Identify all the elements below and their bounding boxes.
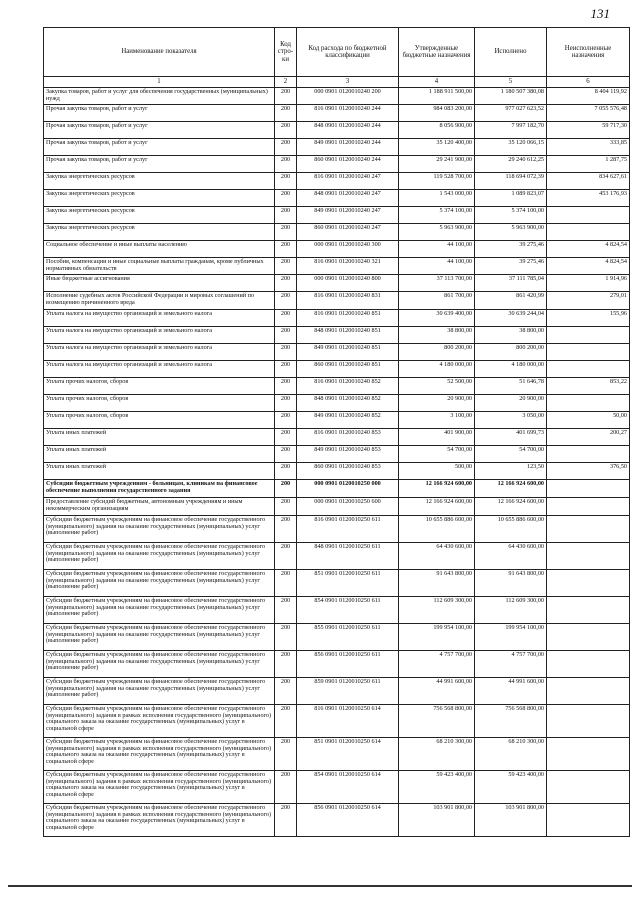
cell-code: 200: [275, 105, 297, 122]
cell-code: 200: [275, 207, 297, 224]
cell-executed: 91 643 800,00: [475, 570, 547, 597]
cell-name: Субсидии бюджетным учреждениям на финансовое обеспечение государственного (муниципального) задания в рамках исполнения государственного (муниципального) социального заказа на оказание государственных (муниципальных) услуг в социальной сфере: [44, 804, 275, 837]
cell-kbk: 860 0901 0120010240 851: [297, 361, 399, 378]
cell-code: 200: [275, 361, 297, 378]
cell-unexecuted: 4 824,54: [547, 258, 630, 275]
cell-name: Уплата прочих налогов, сборов: [44, 378, 275, 395]
cell-kbk: 816 0901 0120010240 852: [297, 378, 399, 395]
cell-executed: 38 800,00: [475, 327, 547, 344]
cell-code: 200: [275, 498, 297, 516]
cell-unexecuted: 1 914,96: [547, 275, 630, 292]
cell-name: Уплата налога на имущество организаций и земельного налога: [44, 327, 275, 344]
cell-kbk: 000 0901 0120010250 000: [297, 480, 399, 498]
cell-name: Субсидии бюджетным учреждениям на финансовое обеспечение государственного (муниципального) задания в рамках исполнения государственного (муниципального) социального заказа на оказание государственных (муниципальных) услуг в социальной сфере: [44, 738, 275, 771]
cell-approved: 112 609 300,00: [399, 597, 475, 624]
cell-kbk: 860 0901 0120010240 247: [297, 224, 399, 241]
table-row: [44, 361, 630, 378]
cell-kbk: 816 0901 0120010240 247: [297, 173, 399, 190]
cell-name: Субсидии бюджетным учреждениям на финансовое обеспечение государственного (муниципального) задания в рамках исполнения государственного (муниципального) социального заказа на оказание государственных (муниципальных) услуг в социальной сфере: [44, 771, 275, 804]
cell-kbk: 855 0901 0120010250 611: [297, 624, 399, 651]
cell-kbk: 860 0901 0120010240 244: [297, 156, 399, 173]
cell-code: 200: [275, 139, 297, 156]
cell-name: Субсидии бюджетным учреждениям на финансовое обеспечение государственного (муниципального) задания в рамках исполнения государственного (муниципального) социального заказа на оказание государственных (муниципальных) услуг в социальной сфере: [44, 705, 275, 738]
cell-unexecuted: [547, 804, 630, 837]
cell-kbk: 860 0901 0120010240 853: [297, 463, 399, 480]
cell-code: 200: [275, 771, 297, 804]
cell-executed: 68 210 300,00: [475, 738, 547, 771]
table-row: [44, 292, 630, 310]
cell-executed: 64 430 600,00: [475, 543, 547, 570]
table-row: [44, 463, 630, 480]
cell-executed: 39 275,46: [475, 258, 547, 275]
cell-code: 200: [275, 344, 297, 361]
column-number-row: [44, 77, 630, 88]
cell-approved: 4 180 000,00: [399, 361, 475, 378]
cell-unexecuted: 1 287,75: [547, 156, 630, 173]
cell-executed: 4 180 000,00: [475, 361, 547, 378]
cell-unexecuted: 200,27: [547, 429, 630, 446]
cell-approved: 35 120 400,00: [399, 139, 475, 156]
cell-kbk: 848 0901 0120010240 247: [297, 190, 399, 207]
table-row: [44, 705, 630, 738]
table-row: [44, 310, 630, 327]
cell-unexecuted: 453 176,93: [547, 190, 630, 207]
column-number: 3: [297, 77, 399, 88]
table-row: [44, 480, 630, 498]
cell-executed: 54 700,00: [475, 446, 547, 463]
cell-unexecuted: [547, 651, 630, 678]
column-number: 4: [399, 77, 475, 88]
column-number: 1: [44, 77, 275, 88]
cell-kbk: 856 0901 0120010250 611: [297, 651, 399, 678]
cell-code: 200: [275, 190, 297, 207]
table-row: [44, 597, 630, 624]
table-row: [44, 543, 630, 570]
cell-approved: 12 166 924 600,00: [399, 498, 475, 516]
cell-executed: 800 200,00: [475, 344, 547, 361]
cell-approved: 1 188 911 500,00: [399, 88, 475, 105]
cell-kbk: 816 0901 0120010250 611: [297, 516, 399, 543]
cell-name: Уплата иных платежей: [44, 463, 275, 480]
cell-unexecuted: [547, 543, 630, 570]
header-name: Наименование показателя: [44, 28, 275, 77]
cell-approved: 64 430 600,00: [399, 543, 475, 570]
cell-kbk: 851 0901 0120010250 611: [297, 570, 399, 597]
cell-name: Уплата прочих налогов, сборов: [44, 412, 275, 429]
cell-executed: 103 901 800,00: [475, 804, 547, 837]
page-number: 131: [590, 6, 610, 21]
cell-kbk: 000 0901 0120010250 600: [297, 498, 399, 516]
cell-approved: 44 100,00: [399, 258, 475, 275]
cell-name: Уплата иных платежей: [44, 446, 275, 463]
cell-name: Уплата налога на имущество организаций и земельного налога: [44, 361, 275, 378]
cell-unexecuted: [547, 516, 630, 543]
cell-approved: 199 954 100,00: [399, 624, 475, 651]
cell-executed: 756 568 800,00: [475, 705, 547, 738]
cell-executed: 44 991 600,00: [475, 678, 547, 705]
cell-code: 200: [275, 292, 297, 310]
cell-kbk: 849 0901 0120010240 244: [297, 139, 399, 156]
cell-name: Субсидии бюджетным учреждениям на финансовое обеспечение государственного (муниципального) задания на оказание государственных (муниципальных) услуг (выполнение работ): [44, 678, 275, 705]
cell-code: 200: [275, 258, 297, 275]
table-row: [44, 105, 630, 122]
cell-name: Субсидии бюджетным учреждениям на финансовое обеспечение государственного (муниципального) задания на оказание государственных (муниципальных) услуг (выполнение работ): [44, 597, 275, 624]
cell-kbk: 816 0901 0120010240 321: [297, 258, 399, 275]
cell-executed: 5 374 100,00: [475, 207, 547, 224]
cell-kbk: 849 0901 0120010240 247: [297, 207, 399, 224]
header-row: [44, 28, 630, 77]
cell-code: 200: [275, 88, 297, 105]
cell-code: 200: [275, 412, 297, 429]
cell-name: Субсидии бюджетным учреждениям на финансовое обеспечение государственного (муниципального) задания на оказание государственных (муниципальных) услуг (выполнение работ): [44, 543, 275, 570]
cell-executed: 977 027 623,52: [475, 105, 547, 122]
cell-approved: 1 543 000,00: [399, 190, 475, 207]
cell-executed: 123,50: [475, 463, 547, 480]
cell-unexecuted: 333,85: [547, 139, 630, 156]
cell-name: Закупка энергетических ресурсов: [44, 173, 275, 190]
table-row: [44, 570, 630, 597]
cell-name: Субсидии бюджетным учреждениям на финансовое обеспечение государственного (муниципального) задания на оказание государственных (муниципальных) услуг (выполнение работ): [44, 516, 275, 543]
cell-executed: 30 639 244,04: [475, 310, 547, 327]
cell-kbk: 849 0901 0120010240 851: [297, 344, 399, 361]
cell-unexecuted: 59 717,30: [547, 122, 630, 139]
cell-unexecuted: 7 055 576,48: [547, 105, 630, 122]
cell-name: Закупка энергетических ресурсов: [44, 207, 275, 224]
cell-unexecuted: 279,01: [547, 292, 630, 310]
cell-code: 200: [275, 651, 297, 678]
cell-kbk: 816 0901 0120010240 851: [297, 310, 399, 327]
cell-approved: 861 700,00: [399, 292, 475, 310]
cell-name: Закупка товаров, работ и услуг для обеспечения государственных (муниципальных) нужд: [44, 88, 275, 105]
cell-kbk: 854 0901 0120010250 611: [297, 597, 399, 624]
cell-unexecuted: [547, 327, 630, 344]
cell-kbk: 816 0901 0120010240 244: [297, 105, 399, 122]
cell-code: 200: [275, 624, 297, 651]
budget-execution-table: [43, 27, 630, 837]
cell-kbk: 848 0901 0120010240 852: [297, 395, 399, 412]
cell-code: 200: [275, 310, 297, 327]
cell-executed: 401 699,73: [475, 429, 547, 446]
cell-approved: 52 500,00: [399, 378, 475, 395]
cell-approved: 103 901 800,00: [399, 804, 475, 837]
cell-executed: 4 757 700,00: [475, 651, 547, 678]
table-row: [44, 412, 630, 429]
cell-name: Субсидии бюджетным учреждениям на финансовое обеспечение государственного (муниципального) задания на оказание государственных (муниципальных) услуг (выполнение работ): [44, 624, 275, 651]
cell-unexecuted: 4 824,54: [547, 241, 630, 258]
table-row: [44, 738, 630, 771]
cell-code: 200: [275, 678, 297, 705]
cell-code: 200: [275, 173, 297, 190]
cell-name: Предоставление субсидий бюджетным, автономным учреждениям и иным некоммерческим организациям: [44, 498, 275, 516]
cell-approved: 12 166 924 600,00: [399, 480, 475, 498]
cell-kbk: 000 0901 0120010240 800: [297, 275, 399, 292]
table-row: [44, 804, 630, 837]
cell-name: Субсидии бюджетным учреждениям - больницам, клиникам на финансовое обеспечение выполнения государственного задания: [44, 480, 275, 498]
cell-approved: 68 210 300,00: [399, 738, 475, 771]
cell-unexecuted: [547, 361, 630, 378]
cell-name: Уплата прочих налогов, сборов: [44, 395, 275, 412]
cell-approved: 8 056 900,00: [399, 122, 475, 139]
header-unexecuted: Неисполненные назначения: [547, 28, 630, 77]
cell-kbk: 854 0901 0120010250 614: [297, 771, 399, 804]
table-row: [44, 516, 630, 543]
cell-approved: 500,00: [399, 463, 475, 480]
cell-name: Прочая закупка товаров, работ и услуг: [44, 105, 275, 122]
cell-approved: 401 900,00: [399, 429, 475, 446]
cell-code: 200: [275, 122, 297, 139]
cell-kbk: 848 0901 0120010240 851: [297, 327, 399, 344]
table-row: [44, 395, 630, 412]
cell-code: 200: [275, 378, 297, 395]
cell-kbk: 816 0901 0120010240 831: [297, 292, 399, 310]
table-row: [44, 139, 630, 156]
cell-unexecuted: 50,00: [547, 412, 630, 429]
cell-approved: 29 241 900,00: [399, 156, 475, 173]
cell-executed: 1 180 507 380,08: [475, 88, 547, 105]
cell-approved: 800 200,00: [399, 344, 475, 361]
cell-code: 200: [275, 705, 297, 738]
cell-unexecuted: [547, 771, 630, 804]
cell-unexecuted: [547, 224, 630, 241]
cell-executed: 35 120 066,15: [475, 139, 547, 156]
table-row: [44, 498, 630, 516]
cell-unexecuted: 8 404 119,92: [547, 88, 630, 105]
header-approved: Утвержденные бюджетные назначения: [399, 28, 475, 77]
cell-code: 200: [275, 570, 297, 597]
table-row: [44, 327, 630, 344]
cell-code: 200: [275, 597, 297, 624]
cell-code: 200: [275, 463, 297, 480]
cell-code: 200: [275, 480, 297, 498]
cell-executed: 10 655 886 600,00: [475, 516, 547, 543]
cell-executed: 861 420,99: [475, 292, 547, 310]
table-row: [44, 275, 630, 292]
cell-name: Субсидии бюджетным учреждениям на финансовое обеспечение государственного (муниципального) задания на оказание государственных (муниципальных) услуг (выполнение работ): [44, 570, 275, 597]
cell-unexecuted: [547, 498, 630, 516]
page-bottom-rule: [8, 885, 632, 887]
cell-kbk: 816 0901 0120010250 614: [297, 705, 399, 738]
cell-executed: 39 275,46: [475, 241, 547, 258]
cell-code: 200: [275, 804, 297, 837]
table-row: [44, 429, 630, 446]
cell-unexecuted: 834 627,61: [547, 173, 630, 190]
cell-executed: 12 166 924 600,00: [475, 498, 547, 516]
header-executed: Исполнено: [475, 28, 547, 77]
cell-name: Прочая закупка товаров, работ и услуг: [44, 122, 275, 139]
cell-name: Прочая закупка товаров, работ и услуг: [44, 156, 275, 173]
cell-code: 200: [275, 395, 297, 412]
cell-approved: 119 528 700,00: [399, 173, 475, 190]
cell-executed: 3 050,00: [475, 412, 547, 429]
table-row: [44, 446, 630, 463]
cell-approved: 756 568 800,00: [399, 705, 475, 738]
cell-name: Социальное обеспечение и иные выплаты населению: [44, 241, 275, 258]
table-row: [44, 224, 630, 241]
table-body: [44, 88, 630, 837]
table-row: [44, 156, 630, 173]
column-number: 5: [475, 77, 547, 88]
cell-executed: 5 963 900,00: [475, 224, 547, 241]
cell-name: Субсидии бюджетным учреждениям на финансовое обеспечение государственного (муниципального) задания на оказание государственных (муниципальных) услуг (выполнение работ): [44, 651, 275, 678]
table-row: [44, 378, 630, 395]
column-number: 2: [275, 77, 297, 88]
cell-approved: 44 991 600,00: [399, 678, 475, 705]
cell-approved: 4 757 700,00: [399, 651, 475, 678]
cell-name: Прочая закупка товаров, работ и услуг: [44, 139, 275, 156]
cell-unexecuted: [547, 395, 630, 412]
cell-executed: 59 423 400,00: [475, 771, 547, 804]
cell-approved: 3 100,00: [399, 412, 475, 429]
cell-kbk: 816 0901 0120010240 853: [297, 429, 399, 446]
table-row: [44, 88, 630, 105]
table-row: [44, 190, 630, 207]
cell-kbk: 848 0901 0120010240 244: [297, 122, 399, 139]
cell-unexecuted: [547, 446, 630, 463]
cell-kbk: 849 0901 0120010240 852: [297, 412, 399, 429]
cell-name: Иные бюджетные ассигнования: [44, 275, 275, 292]
cell-approved: 10 655 886 600,00: [399, 516, 475, 543]
cell-unexecuted: [547, 207, 630, 224]
cell-approved: 30 639 400,00: [399, 310, 475, 327]
cell-kbk: 000 0901 0120010240 200: [297, 88, 399, 105]
cell-unexecuted: [547, 597, 630, 624]
cell-code: 200: [275, 446, 297, 463]
cell-kbk: 849 0901 0120010240 853: [297, 446, 399, 463]
cell-code: 200: [275, 327, 297, 344]
cell-executed: 7 997 182,70: [475, 122, 547, 139]
cell-unexecuted: [547, 738, 630, 771]
cell-code: 200: [275, 543, 297, 570]
cell-name: Уплата иных платежей: [44, 429, 275, 446]
cell-unexecuted: [547, 344, 630, 361]
table-row: [44, 651, 630, 678]
cell-unexecuted: [547, 570, 630, 597]
cell-executed: 112 609 300,00: [475, 597, 547, 624]
table-row: [44, 207, 630, 224]
column-number: 6: [547, 77, 630, 88]
cell-approved: 54 700,00: [399, 446, 475, 463]
cell-approved: 59 423 400,00: [399, 771, 475, 804]
cell-unexecuted: [547, 705, 630, 738]
cell-executed: 20 900,00: [475, 395, 547, 412]
cell-kbk: 859 0901 0120010250 611: [297, 678, 399, 705]
cell-executed: 199 954 100,00: [475, 624, 547, 651]
table-row: [44, 122, 630, 139]
table-row: [44, 241, 630, 258]
cell-executed: 118 694 072,39: [475, 173, 547, 190]
cell-approved: 984 083 200,00: [399, 105, 475, 122]
cell-approved: 37 113 700,00: [399, 275, 475, 292]
table-row: [44, 258, 630, 275]
cell-code: 200: [275, 275, 297, 292]
cell-executed: 51 646,78: [475, 378, 547, 395]
cell-code: 200: [275, 156, 297, 173]
cell-kbk: 848 0901 0120010250 611: [297, 543, 399, 570]
cell-name: Закупка энергетических ресурсов: [44, 190, 275, 207]
cell-unexecuted: 155,96: [547, 310, 630, 327]
cell-name: Уплата налога на имущество организаций и земельного налога: [44, 344, 275, 361]
cell-executed: 37 111 785,04: [475, 275, 547, 292]
cell-code: 200: [275, 241, 297, 258]
cell-approved: 38 800,00: [399, 327, 475, 344]
cell-unexecuted: 376,50: [547, 463, 630, 480]
cell-name: Уплата налога на имущество организаций и земельного налога: [44, 310, 275, 327]
header-code: Код стро-ки: [275, 28, 297, 77]
cell-unexecuted: [547, 480, 630, 498]
cell-code: 200: [275, 516, 297, 543]
cell-code: 200: [275, 738, 297, 771]
cell-approved: 91 643 800,00: [399, 570, 475, 597]
table-row: [44, 771, 630, 804]
header-kbk: Код расхода по бюджетной классификации: [297, 28, 399, 77]
cell-approved: 5 374 100,00: [399, 207, 475, 224]
cell-executed: 29 240 612,25: [475, 156, 547, 173]
table-row: [44, 624, 630, 651]
cell-name: Пособия, компенсации и иные социальные выплаты гражданам, кроме публичных нормативных обязательств: [44, 258, 275, 275]
cell-approved: 20 900,00: [399, 395, 475, 412]
cell-executed: 12 166 924 600,00: [475, 480, 547, 498]
cell-unexecuted: [547, 678, 630, 705]
cell-code: 200: [275, 429, 297, 446]
cell-kbk: 856 0901 0120010250 614: [297, 804, 399, 837]
cell-unexecuted: [547, 624, 630, 651]
cell-kbk: 000 0901 0120010240 300: [297, 241, 399, 258]
table-row: [44, 173, 630, 190]
cell-name: Исполнение судебных актов Российской Федерации и мировых соглашений по возмещению причиненного вреда: [44, 292, 275, 310]
cell-kbk: 851 0901 0120010250 614: [297, 738, 399, 771]
table-row: [44, 344, 630, 361]
cell-executed: 1 089 823,07: [475, 190, 547, 207]
table-row: [44, 678, 630, 705]
cell-name: Закупка энергетических ресурсов: [44, 224, 275, 241]
cell-code: 200: [275, 224, 297, 241]
cell-approved: 5 963 900,00: [399, 224, 475, 241]
cell-unexecuted: 853,22: [547, 378, 630, 395]
cell-approved: 44 100,00: [399, 241, 475, 258]
